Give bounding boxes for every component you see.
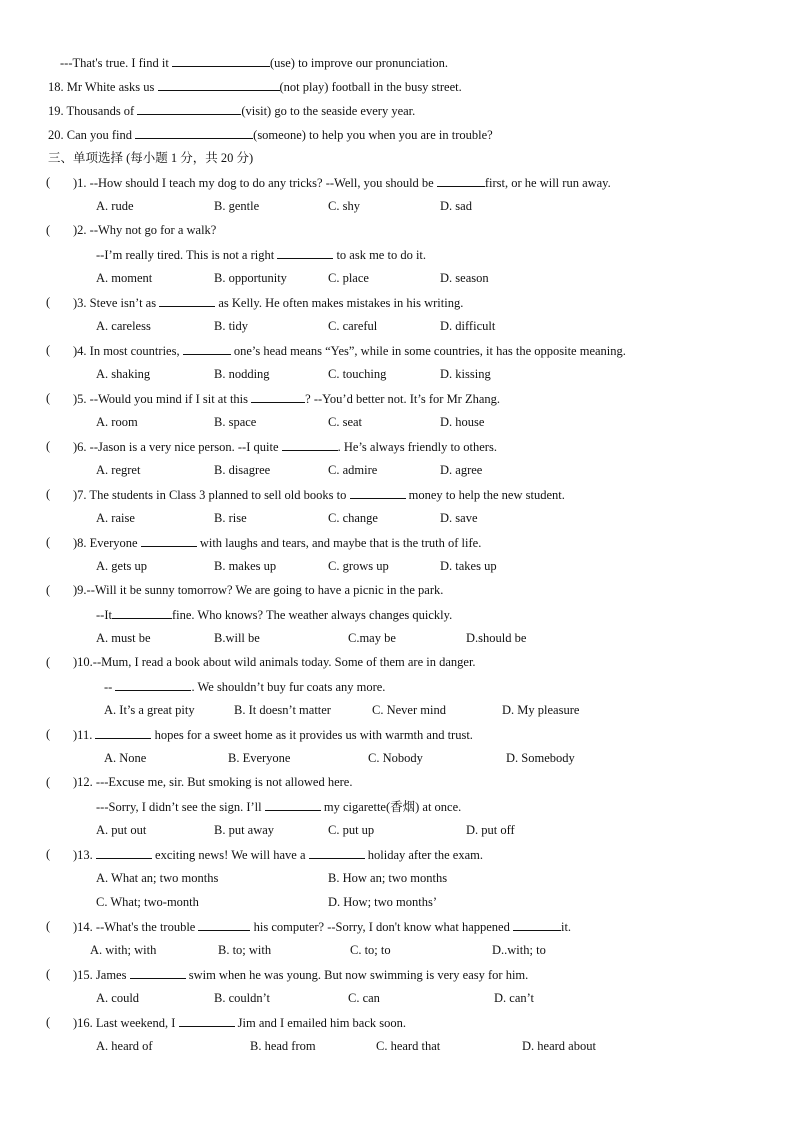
option-label: B. disagree xyxy=(214,463,271,477)
answer-paren[interactable] xyxy=(46,294,50,310)
answer-paren[interactable] xyxy=(46,774,50,790)
answer-paren[interactable] xyxy=(46,438,50,454)
option-label: A. What an; two months xyxy=(96,871,219,885)
option-choice[interactable] xyxy=(214,414,256,430)
question-text: exciting news! We will have a xyxy=(151,848,309,862)
option-choice[interactable] xyxy=(96,1038,153,1054)
option-label: D.should be xyxy=(466,631,527,645)
option-label: B. opportunity xyxy=(214,271,287,285)
answer-blank[interactable] xyxy=(137,102,241,115)
option-label: B. to; with xyxy=(218,943,272,957)
option-label: B. gentle xyxy=(214,199,260,213)
question-text: Jim and I emailed him back soon. xyxy=(234,1016,407,1030)
answer-blank[interactable] xyxy=(309,846,365,859)
question-line xyxy=(73,1014,406,1031)
option-choice[interactable] xyxy=(214,318,248,334)
question-text: )2. --Why not go for a walk? xyxy=(73,223,217,237)
fill-text: (not play) football in the busy street. xyxy=(279,80,462,94)
answer-blank[interactable] xyxy=(141,534,197,547)
option-choice[interactable] xyxy=(96,558,147,574)
option-choice[interactable] xyxy=(96,822,146,838)
option-label: D. difficult xyxy=(440,319,496,333)
answer-paren[interactable] xyxy=(46,342,50,358)
answer-paren[interactable] xyxy=(46,534,50,550)
option-choice[interactable] xyxy=(368,750,423,766)
option-label: C. seat xyxy=(328,415,363,429)
paren-open: ( xyxy=(46,295,51,309)
question-line xyxy=(73,774,352,790)
question-text: )13. xyxy=(73,848,96,862)
option-choice[interactable] xyxy=(104,702,195,718)
question-line xyxy=(104,678,385,695)
paren-open: ( xyxy=(46,775,51,789)
option-label: D. agree xyxy=(440,463,483,477)
section-title xyxy=(48,150,253,166)
option-label: D. sad xyxy=(440,199,472,213)
answer-blank[interactable] xyxy=(179,1014,235,1027)
answer-paren[interactable] xyxy=(46,1014,50,1030)
answer-paren[interactable] xyxy=(46,654,50,670)
question-text: --I’m really tired. This is not a right xyxy=(96,248,278,262)
answer-blank[interactable] xyxy=(95,726,151,739)
option-label: A. It’s a great pity xyxy=(104,703,195,717)
option-choice[interactable] xyxy=(440,198,472,214)
option-choice[interactable] xyxy=(494,990,534,1006)
option-label: B. space xyxy=(214,415,257,429)
paren-open: ( xyxy=(46,439,51,453)
question-text: --It xyxy=(96,608,112,622)
paren-open: ( xyxy=(46,343,51,357)
paren-open: ( xyxy=(46,391,51,405)
question-line xyxy=(73,294,463,311)
option-choice[interactable] xyxy=(104,750,146,766)
option-choice[interactable] xyxy=(234,702,331,718)
answer-blank[interactable] xyxy=(115,678,191,691)
question-text: . He’s always friendly to others. xyxy=(337,440,497,454)
option-choice[interactable] xyxy=(328,366,386,382)
fill-in-line xyxy=(48,78,462,95)
option-choice[interactable] xyxy=(506,750,575,766)
question-text: -- xyxy=(104,680,116,694)
option-label: A. with; with xyxy=(90,943,157,957)
fill-in-line xyxy=(48,102,415,119)
option-choice[interactable] xyxy=(96,414,138,430)
option-choice[interactable] xyxy=(90,942,156,958)
option-label: A. room xyxy=(96,415,138,429)
option-choice[interactable] xyxy=(214,630,260,646)
question-text: first, or he will run away. xyxy=(484,176,611,190)
option-choice[interactable] xyxy=(214,462,270,478)
question-text: )9.--Will it be sunny tomorrow? We are going to have a picnic in the park. xyxy=(73,583,444,597)
question-line xyxy=(73,846,483,863)
question-line xyxy=(96,798,461,815)
answer-paren[interactable] xyxy=(46,846,50,862)
option-label: C.may be xyxy=(348,631,396,645)
question-line xyxy=(73,918,571,935)
answer-paren[interactable] xyxy=(46,582,50,598)
option-choice[interactable] xyxy=(328,822,374,838)
answer-paren[interactable] xyxy=(46,390,50,406)
option-label: A. careless xyxy=(96,319,151,333)
question-line xyxy=(73,222,216,238)
option-label: A. moment xyxy=(96,271,153,285)
question-text: holiday after the exam. xyxy=(364,848,483,862)
option-label: B. How an; two months xyxy=(328,871,448,885)
option-choice[interactable] xyxy=(440,318,495,334)
option-label: A. rude xyxy=(96,199,134,213)
option-label: C. touching xyxy=(328,367,387,381)
answer-blank[interactable] xyxy=(282,438,338,451)
paren-open: ( xyxy=(46,487,51,501)
answer-paren[interactable] xyxy=(46,222,50,238)
option-choice[interactable] xyxy=(328,198,360,214)
option-label: B. head from xyxy=(250,1039,316,1053)
answer-blank[interactable] xyxy=(198,918,250,931)
paren-open: ( xyxy=(46,223,51,237)
answer-blank[interactable] xyxy=(277,246,333,259)
option-choice[interactable] xyxy=(522,1038,596,1054)
paren-open: ( xyxy=(46,583,51,597)
option-choice[interactable] xyxy=(440,558,497,574)
answer-paren[interactable] xyxy=(46,174,50,190)
answer-blank[interactable] xyxy=(265,798,321,811)
option-choice[interactable] xyxy=(328,558,389,574)
answer-paren[interactable] xyxy=(46,726,50,742)
option-choice[interactable] xyxy=(96,318,151,334)
option-label: B. nodding xyxy=(214,367,270,381)
question-text: hopes for a sweet home as it provides us with warmth and trust. xyxy=(151,728,473,742)
option-label: D. kissing xyxy=(440,367,491,381)
option-label: D. Somebody xyxy=(506,751,575,765)
option-label: A. None xyxy=(104,751,147,765)
question-line xyxy=(73,966,528,983)
question-line xyxy=(73,486,565,503)
option-label: B. It doesn’t matter xyxy=(234,703,331,717)
option-label: C. to; to xyxy=(350,943,391,957)
answer-blank[interactable] xyxy=(251,390,305,403)
question-line xyxy=(73,438,497,455)
option-label: A. put out xyxy=(96,823,147,837)
option-choice[interactable] xyxy=(214,822,274,838)
answer-blank[interactable] xyxy=(513,918,561,931)
option-choice[interactable] xyxy=(328,894,437,910)
option-choice[interactable] xyxy=(502,702,579,718)
option-choice[interactable] xyxy=(492,942,546,958)
question-line xyxy=(96,606,452,623)
option-label: B.will be xyxy=(214,631,260,645)
option-label: C. put up xyxy=(328,823,375,837)
option-choice[interactable] xyxy=(328,414,362,430)
option-label: A. must be xyxy=(96,631,151,645)
paren-open: ( xyxy=(46,847,51,861)
section-title-text: 三、单项选择 (每小题 1 分，共 20 分) xyxy=(48,151,254,165)
answer-blank[interactable] xyxy=(172,54,270,67)
question-text: )1. --How should I teach my dog to do any tricks? --Well, you should be xyxy=(73,176,437,190)
fill-text: 18. Mr White asks us xyxy=(48,80,158,94)
option-choice[interactable] xyxy=(96,366,150,382)
option-label: C. shy xyxy=(328,199,360,213)
option-label: C. grows up xyxy=(328,559,389,573)
option-choice[interactable] xyxy=(440,270,489,286)
paren-open: ( xyxy=(46,175,51,189)
question-text: to ask me to do it. xyxy=(333,248,427,262)
fill-in-line xyxy=(60,54,448,71)
question-text: swim when he was young. But now swimming is very easy for him. xyxy=(185,968,529,982)
fill-in-line xyxy=(48,126,493,143)
answer-blank[interactable] xyxy=(112,606,172,619)
question-text: )7. The students in Class 3 planned to sell old books to xyxy=(73,488,350,502)
option-label: C. careful xyxy=(328,319,378,333)
question-text: )12. ---Excuse me, sir. But smoking is not allowed here. xyxy=(73,775,353,789)
option-label: B. makes up xyxy=(214,559,277,573)
option-label: B. tidy xyxy=(214,319,249,333)
option-label: A. regret xyxy=(96,463,141,477)
question-text: )16. Last weekend, I xyxy=(73,1016,179,1030)
option-choice[interactable] xyxy=(96,510,135,526)
fill-text: 19. Thousands of xyxy=(48,104,138,118)
question-text: fine. Who knows? The weather always changes quickly. xyxy=(171,608,453,622)
question-text: money to help the new student. xyxy=(405,488,565,502)
question-text: his computer? --Sorry, I don't know what happened xyxy=(250,920,513,934)
option-label: B. rise xyxy=(214,511,247,525)
option-choice[interactable] xyxy=(96,270,152,286)
option-label: C. What; two-month xyxy=(96,895,199,909)
option-label: D. How; two months’ xyxy=(328,895,438,909)
option-label: A. raise xyxy=(96,511,135,525)
option-choice[interactable] xyxy=(440,414,484,430)
question-text: . We shouldn’t buy fur coats any more. xyxy=(191,680,386,694)
fill-text: (use) to improve our pronunciation. xyxy=(269,56,449,70)
option-choice[interactable] xyxy=(214,558,276,574)
option-label: A. heard of xyxy=(96,1039,153,1053)
question-text: )8. Everyone xyxy=(73,536,141,550)
question-text: as Kelly. He often makes mistakes in his writing. xyxy=(215,296,464,310)
option-choice[interactable] xyxy=(440,510,478,526)
option-choice[interactable] xyxy=(328,270,369,286)
option-label: D. put off xyxy=(466,823,515,837)
option-choice[interactable] xyxy=(440,366,491,382)
option-label: B. couldn’t xyxy=(214,991,271,1005)
option-label: D. takes up xyxy=(440,559,497,573)
question-line xyxy=(73,534,481,551)
question-line xyxy=(73,582,443,598)
option-choice[interactable] xyxy=(376,1038,440,1054)
option-choice[interactable] xyxy=(328,510,378,526)
option-label: B. put away xyxy=(214,823,275,837)
option-label: C. place xyxy=(328,271,369,285)
option-choice[interactable] xyxy=(328,462,377,478)
fill-text: 20. Can you find xyxy=(48,128,136,142)
question-line xyxy=(73,390,500,407)
question-text: )5. --Would you mind if I sit at this xyxy=(73,392,252,406)
option-label: C. heard that xyxy=(376,1039,441,1053)
option-label: D. can’t xyxy=(494,991,535,1005)
option-choice[interactable] xyxy=(228,750,290,766)
option-label: D. My pleasure xyxy=(502,703,580,717)
paren-open: ( xyxy=(46,967,51,981)
option-choice[interactable] xyxy=(96,630,151,646)
question-text: )11. xyxy=(73,728,96,742)
option-choice[interactable] xyxy=(372,702,446,718)
answer-paren[interactable] xyxy=(46,486,50,502)
option-choice[interactable] xyxy=(328,318,377,334)
option-choice[interactable] xyxy=(348,990,380,1006)
question-text: it. xyxy=(560,920,572,934)
option-label: C. Never mind xyxy=(372,703,446,717)
answer-blank[interactable] xyxy=(158,78,280,91)
option-label: D. house xyxy=(440,415,485,429)
paren-open: ( xyxy=(46,919,51,933)
option-choice[interactable] xyxy=(214,366,270,382)
answer-blank[interactable] xyxy=(437,174,485,187)
answer-blank[interactable] xyxy=(130,966,186,979)
option-choice[interactable] xyxy=(214,510,247,526)
question-text: ? --You’d better not. It’s for Mr Zhang. xyxy=(305,392,501,406)
answer-blank[interactable] xyxy=(183,342,231,355)
option-label: C. can xyxy=(348,991,380,1005)
option-label: D. save xyxy=(440,511,478,525)
question-text: )15. James xyxy=(73,968,130,982)
answer-blank[interactable] xyxy=(96,846,152,859)
option-choice[interactable] xyxy=(440,462,482,478)
paren-open: ( xyxy=(46,727,51,741)
option-choice[interactable] xyxy=(218,942,271,958)
fill-text: (someone) to help you when you are in trouble? xyxy=(253,128,493,142)
option-label: D..with; to xyxy=(492,943,546,957)
option-label: A. shaking xyxy=(96,367,151,381)
question-line xyxy=(73,726,473,743)
answer-blank[interactable] xyxy=(159,294,215,307)
fill-text: ---That's true. I find it xyxy=(60,56,172,70)
option-label: A. could xyxy=(96,991,140,1005)
question-line xyxy=(73,174,611,191)
answer-blank[interactable] xyxy=(135,126,253,139)
option-choice[interactable] xyxy=(250,1038,316,1054)
option-choice[interactable] xyxy=(466,822,515,838)
option-label: D. season xyxy=(440,271,489,285)
option-choice[interactable] xyxy=(348,630,396,646)
option-choice[interactable] xyxy=(214,990,270,1006)
question-text: )4. In most countries, xyxy=(73,344,183,358)
paren-open: ( xyxy=(46,655,51,669)
option-choice[interactable] xyxy=(96,870,218,886)
option-label: C. Nobody xyxy=(368,751,423,765)
question-line xyxy=(96,246,426,263)
option-choice[interactable] xyxy=(328,870,447,886)
option-choice[interactable] xyxy=(96,462,140,478)
answer-paren[interactable] xyxy=(46,966,50,982)
option-choice[interactable] xyxy=(96,990,139,1006)
option-label: D. heard about xyxy=(522,1039,596,1053)
option-choice[interactable] xyxy=(466,630,526,646)
answer-paren[interactable] xyxy=(46,918,50,934)
option-label: A. gets up xyxy=(96,559,148,573)
paren-open: ( xyxy=(46,535,51,549)
option-choice[interactable] xyxy=(350,942,391,958)
answer-blank[interactable] xyxy=(350,486,406,499)
option-choice[interactable] xyxy=(214,198,259,214)
question-text: with laughs and tears, and maybe that is the truth of life. xyxy=(196,536,482,550)
question-text: one’s head means “Yes”, while in some countries, it has the opposite meaning. xyxy=(230,344,626,358)
question-line xyxy=(73,342,626,359)
question-text: )6. --Jason is a very nice person. --I quite xyxy=(73,440,282,454)
option-label: C. admire xyxy=(328,463,378,477)
question-line xyxy=(73,654,476,670)
option-choice[interactable] xyxy=(96,198,134,214)
question-text: )10.--Mum, I read a book about wild animals today. Some of them are in danger. xyxy=(73,655,476,669)
question-text: )3. Steve isn’t as xyxy=(73,296,160,310)
question-text: my cigarette(香烟) at once. xyxy=(320,800,462,814)
question-text: ---Sorry, I didn’t see the sign. I’ll xyxy=(96,800,265,814)
option-choice[interactable] xyxy=(96,894,199,910)
paren-open: ( xyxy=(46,1015,51,1029)
fill-text: (visit) go to the seaside every year. xyxy=(241,104,416,118)
option-choice[interactable] xyxy=(214,270,287,286)
question-text: )14. --What's the trouble xyxy=(73,920,199,934)
option-label: B. Everyone xyxy=(228,751,291,765)
option-label: C. change xyxy=(328,511,378,525)
